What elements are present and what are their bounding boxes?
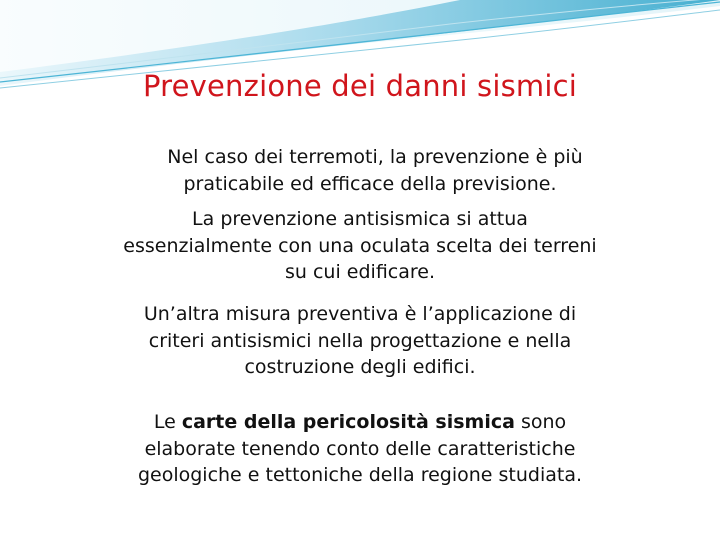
paragraph-prevention-vs-forecast	[0, 144, 720, 197]
paragraph-antiseismic-prevention	[0, 206, 720, 286]
text-line: La prevenzione antisismica si attua	[192, 208, 528, 230]
text-fragment: Le	[153, 411, 182, 433]
text-line: Nel caso dei terremoti, la prevenzione è più	[167, 146, 583, 168]
paragraph-seismic-hazard-maps	[0, 409, 720, 489]
text-line	[0, 409, 720, 436]
text-line: geologiche e tettoniche della regione studiata.	[137, 464, 583, 486]
text-line: Un’altra misura preventiva è l’applicazione di	[143, 303, 577, 325]
text-line: essenzialmente con una oculata scelta dei terreni	[123, 234, 597, 257]
text-line: costruzione degli edifici.	[244, 356, 476, 378]
text-line: su cui edificare.	[285, 261, 435, 283]
text-fragment: sono	[514, 411, 567, 433]
bold-term-seismic-hazard-maps: carte della pericolosità sismica	[181, 411, 515, 433]
text-line: criteri antisismici nella progettazione e nella	[148, 329, 572, 352]
paragraph-antiseismic-criteria	[0, 301, 720, 381]
text-line: praticabile ed efficace della previsione.	[183, 172, 557, 195]
text-line: elaborate tenendo conto delle caratteristiche	[144, 437, 576, 460]
slide-title: Prevenzione dei danni sismici	[142, 69, 578, 103]
